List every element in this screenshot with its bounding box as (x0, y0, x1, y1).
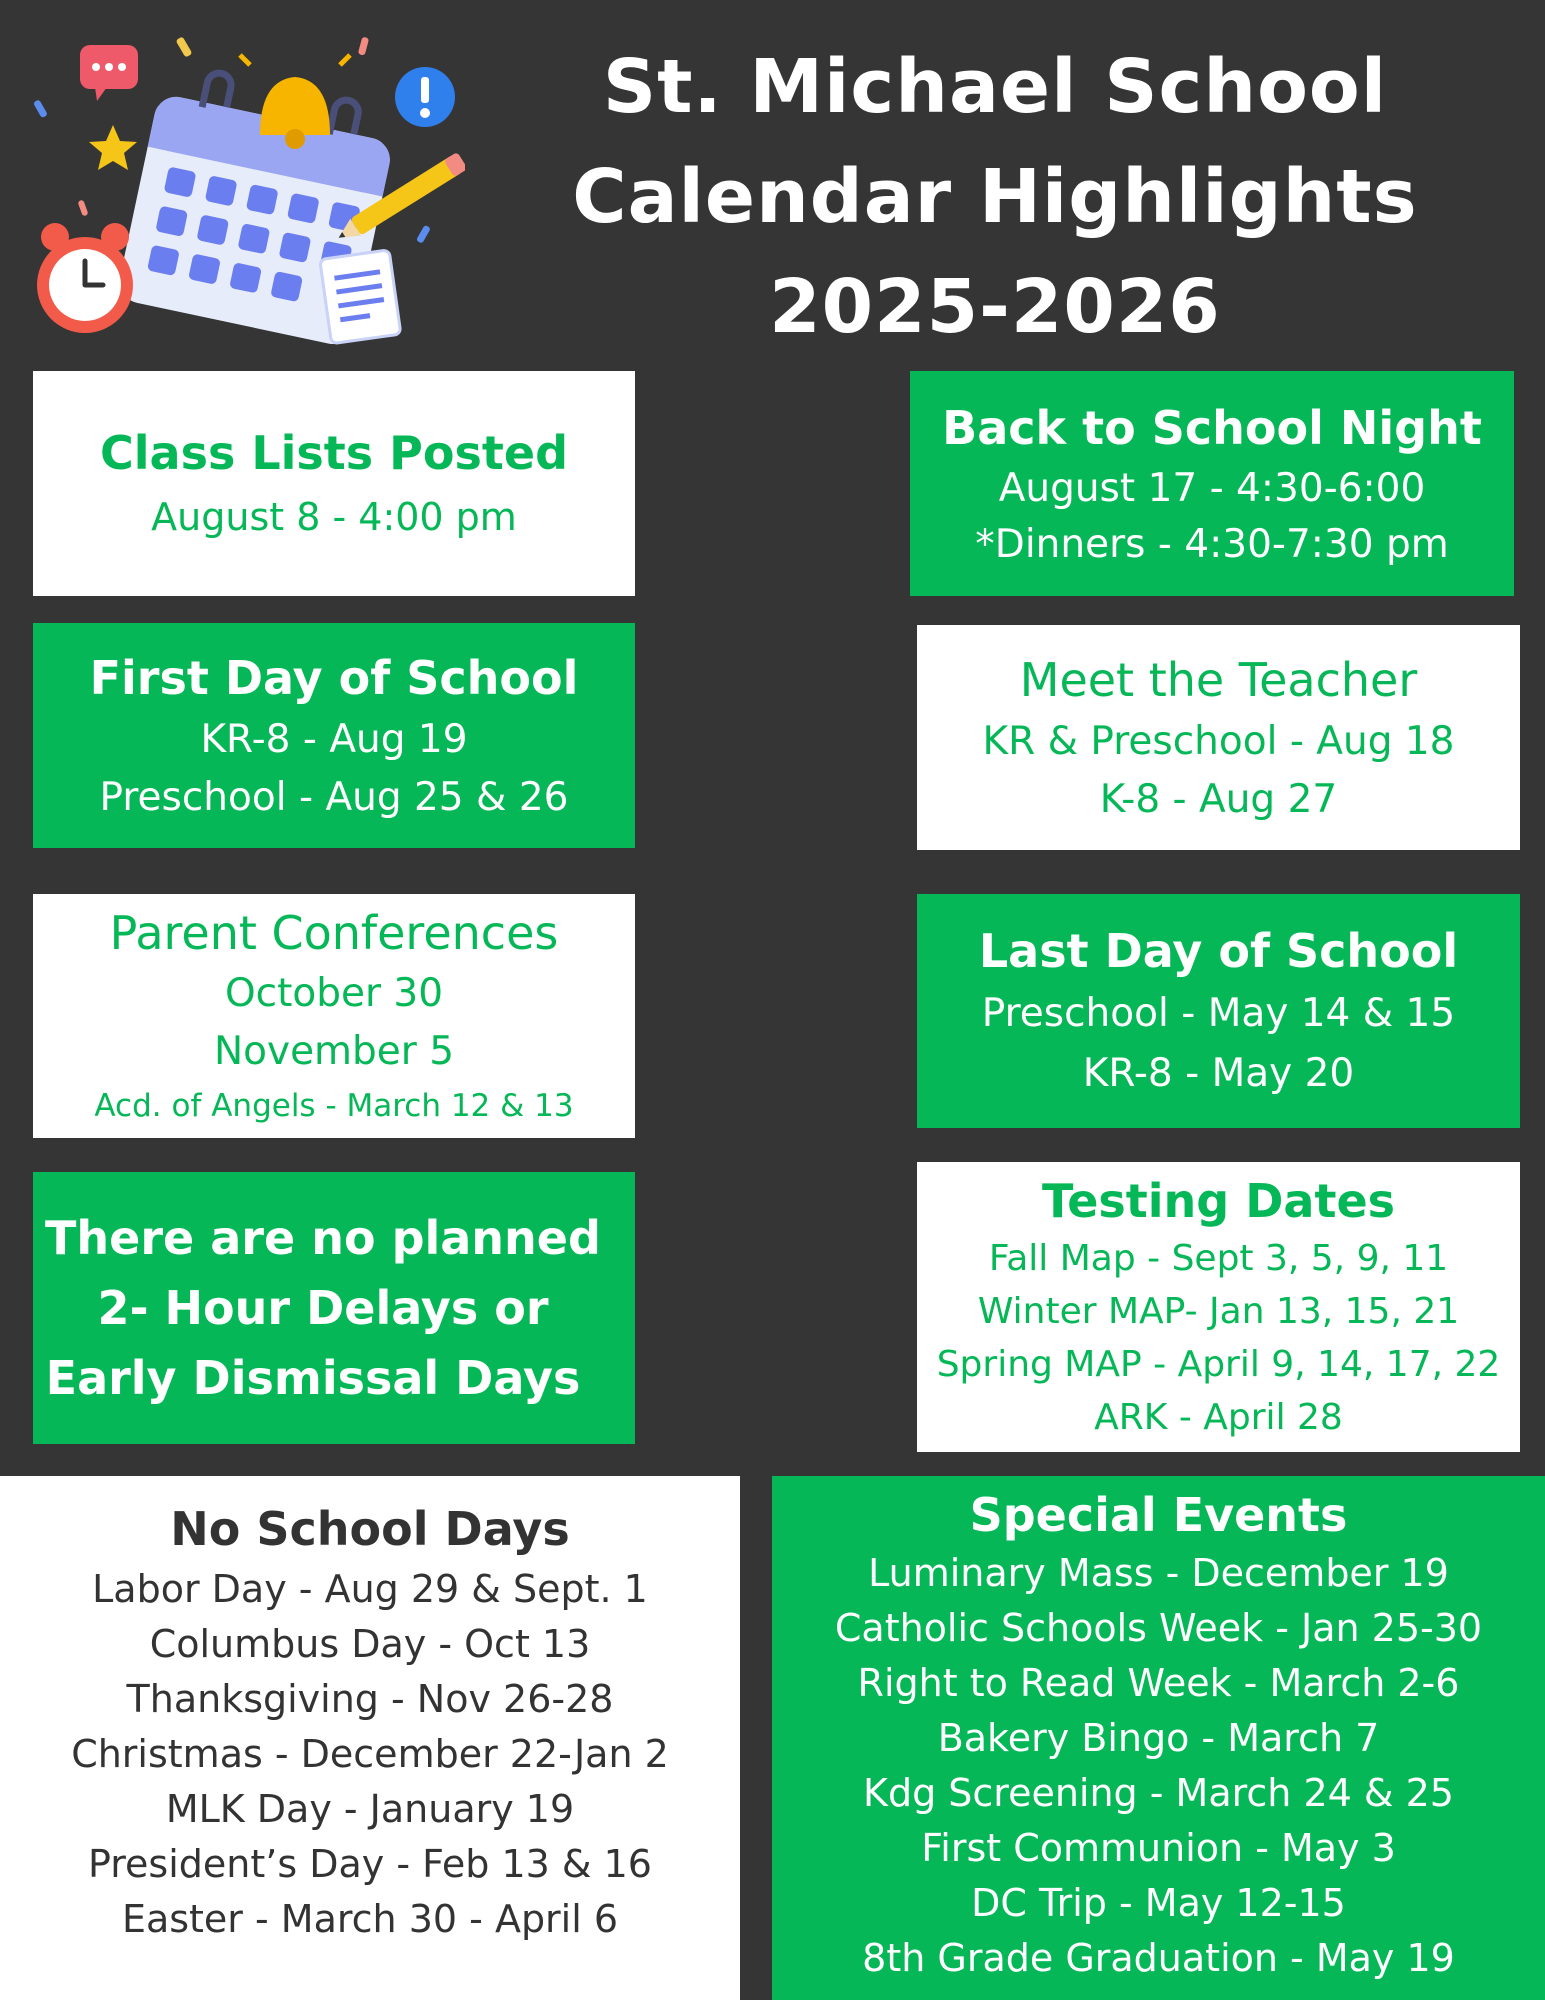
special-events-line: First Communion - May 3 (921, 1826, 1396, 1870)
meet-teacher-line: KR & Preschool - Aug 18 (982, 718, 1455, 764)
special-events-line: Kdg Screening - March 24 & 25 (863, 1771, 1454, 1815)
testing-line: Spring MAP - April 9, 14, 17, 22 (936, 1344, 1501, 1385)
title-line: Calendar Highlights (572, 154, 1418, 240)
special-events-line: Luminary Mass - December 19 (868, 1551, 1449, 1595)
title-line: 2025-2026 (769, 264, 1221, 350)
first-day-line: KR-8 - Aug 19 (200, 716, 468, 762)
parent-conferences-box (33, 894, 635, 1138)
special-events-line: Right to Read Week - March 2-6 (857, 1661, 1460, 1705)
back-to-school-box (910, 371, 1514, 596)
testing-heading: Testing Dates (1041, 1174, 1396, 1228)
star-icon (89, 125, 137, 170)
parent-conferences-line: November 5 (213, 1029, 455, 1074)
first-day-heading: First Day of School (89, 650, 579, 705)
special-events-line: DC Trip - May 12-15 (971, 1881, 1346, 1925)
first-day-line: Preschool - Aug 25 & 26 (99, 774, 569, 820)
parent-conferences-line: October 30 (224, 971, 444, 1016)
notepad-icon (320, 250, 401, 344)
class-lists-box (33, 371, 635, 596)
parent-conferences-small-line: Acd. of Angels - March 12 & 13 (94, 1088, 574, 1124)
back-to-school-line: *Dinners - 4:30-7:30 pm (975, 521, 1449, 567)
title-line: St. Michael School (602, 44, 1388, 130)
testing-line: Fall Map - Sept 3, 5, 9, 11 (988, 1238, 1449, 1279)
no-school-line: Columbus Day - Oct 13 (149, 1622, 591, 1666)
no-school-line: Labor Day - Aug 29 & Sept. 1 (92, 1567, 648, 1611)
no-school-line: President’s Day - Feb 13 & 16 (88, 1842, 652, 1886)
no-delays-box (33, 1172, 635, 1444)
special-events-box (772, 1476, 1545, 2000)
no-school-box (0, 1476, 740, 2000)
first-day-box (33, 623, 635, 848)
no-delays-line: Early Dismissal Days (45, 1351, 581, 1405)
special-events-heading: Special Events (969, 1488, 1348, 1542)
last-day-line: KR-8 - May 20 (1082, 1051, 1355, 1096)
no-school-line: MLK Day - January 19 (165, 1787, 575, 1831)
meet-teacher-box (917, 625, 1520, 850)
last-day-box (917, 894, 1520, 1128)
chat-bubble-icon (80, 45, 138, 101)
special-events-line: Bakery Bingo - March 7 (937, 1716, 1380, 1760)
testing-line: ARK - April 28 (1094, 1397, 1343, 1438)
no-school-line: Easter - March 30 - April 6 (121, 1897, 619, 1941)
no-school-line: Thanksgiving - Nov 26-28 (126, 1677, 614, 1721)
last-day-line: Preschool - May 14 & 15 (981, 991, 1456, 1036)
calendar-illustration (25, 25, 465, 355)
no-school-line: Christmas - December 22-Jan 2 (71, 1732, 669, 1776)
page-title (545, 32, 1445, 362)
no-delays-line: 2- Hour Delays or (97, 1281, 549, 1335)
parent-conferences-heading: Parent Conferences (109, 906, 559, 960)
exclamation-icon (395, 67, 455, 127)
last-day-heading: Last Day of School (978, 924, 1459, 978)
back-to-school-heading: Back to School Night (942, 400, 1482, 455)
testing-line: Winter MAP- Jan 13, 15, 21 (977, 1291, 1460, 1332)
testing-box (917, 1162, 1520, 1452)
meet-teacher-line: K-8 - Aug 27 (1099, 776, 1338, 822)
meet-teacher-heading: Meet the Teacher (1019, 652, 1418, 707)
back-to-school-line: August 17 - 4:30-6:00 (998, 465, 1426, 511)
class-lists-heading: Class Lists Posted (100, 425, 568, 480)
no-school-heading: No School Days (170, 1502, 570, 1556)
alarm-clock-icon (37, 223, 133, 333)
special-events-line: Catholic Schools Week - Jan 25-30 (834, 1606, 1483, 1650)
special-events-line: 8th Grade Graduation - May 19 (862, 1936, 1455, 1980)
no-delays-line: There are no planned (45, 1211, 601, 1265)
class-lists-line: August 8 - 4:00 pm (151, 494, 517, 539)
